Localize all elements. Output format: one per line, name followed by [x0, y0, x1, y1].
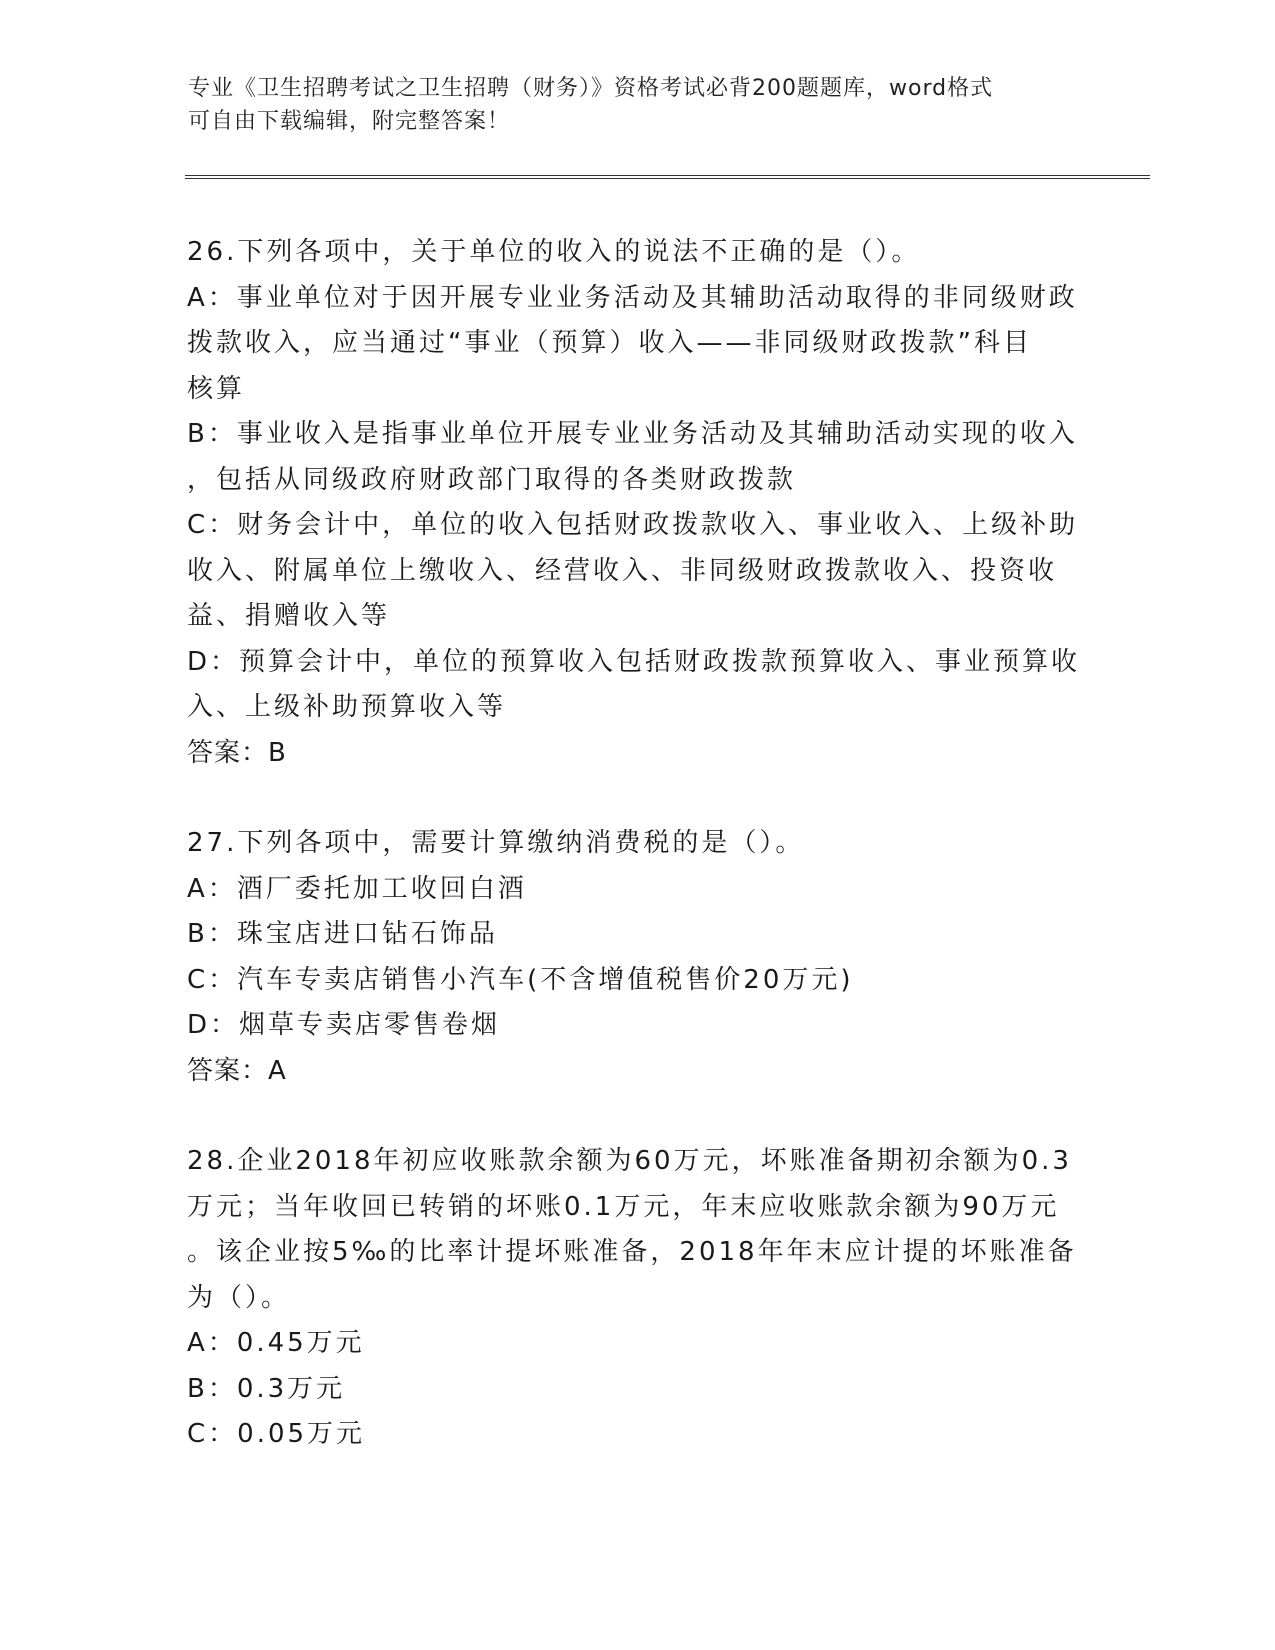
- answer: 答案：A: [187, 1055, 287, 1086]
- option-b: B：0.3万元: [187, 1373, 346, 1404]
- answer: 答案：B: [187, 737, 287, 768]
- question-list: [187, 230, 1087, 1458]
- header-divider: [185, 175, 1150, 179]
- option-a: A：事业单位对于因开展专业业务活动及其辅助活动取得的非同级财政: [187, 282, 1078, 313]
- option-c: C：汽车专卖店销售小汽车(不含增值税售价20万元): [187, 964, 854, 995]
- question-27: [187, 821, 1087, 1094]
- option-c: C：0.05万元: [187, 1419, 366, 1449]
- option-d-cont: 入、上级补助预算收入等: [187, 692, 507, 722]
- option-d: D：预算会计中，单位的预算收入包括财政拨款预算收入、事业预算收: [187, 646, 1081, 677]
- option-a-cont: 核算: [187, 373, 246, 404]
- question-stem-cont: 。该企业按5‰的比率计提坏账准备，2018年年末应计提的坏账准备: [187, 1237, 1077, 1267]
- option-c: C：财务会计中，单位的收入包括财政拨款收入、事业收入、上级补助: [187, 510, 1079, 540]
- option-d: D：烟草专卖店零售卷烟: [187, 1010, 501, 1040]
- option-c-cont: 益、捐赠收入等: [187, 601, 391, 631]
- question-26: [187, 230, 1087, 776]
- option-b: B：事业收入是指事业单位开展专业业务活动及其辅助活动实现的收入: [187, 419, 1078, 449]
- question-stem: 26.下列各项中，关于单位的收入的说法不正确的是（）。: [187, 237, 921, 267]
- option-a: A：0.45万元: [187, 1328, 365, 1358]
- option-c-cont: 收入、附属单位上缴收入、经营收入、非同级财政拨款收入、投资收: [187, 555, 1058, 586]
- option-b: B：珠宝店进口钻石饰品: [187, 919, 498, 949]
- option-a: A：酒厂委托加工收回白酒: [187, 873, 527, 904]
- header-line-2: 可自由下载编辑，附完整答案！: [188, 109, 511, 134]
- option-b-cont: ，包括从同级政府财政部门取得的各类财政拨款: [187, 464, 797, 495]
- question-stem: 27.下列各项中，需要计算缴纳消费税的是（）。: [187, 828, 805, 858]
- header-line-1: 专业《卫生招聘考试之卫生招聘（财务）》资格考试必背200题题库，word格式: [188, 76, 994, 101]
- option-a-cont: 拨款收入，应当通过“事业（预算）收入——非同级财政拨款”科目: [187, 328, 1032, 358]
- question-stem: 28.企业2018年初应收账款余额为60万元，坏账准备期初余额为0.3: [187, 1146, 1072, 1176]
- question-28: [187, 1139, 1087, 1458]
- document-header: [188, 72, 1068, 138]
- question-stem-cont: 万元；当年收回已转销的坏账0.1万元，年末应收账款余额为90万元: [187, 1191, 1060, 1222]
- question-stem-cont: 为（）。: [187, 1282, 291, 1313]
